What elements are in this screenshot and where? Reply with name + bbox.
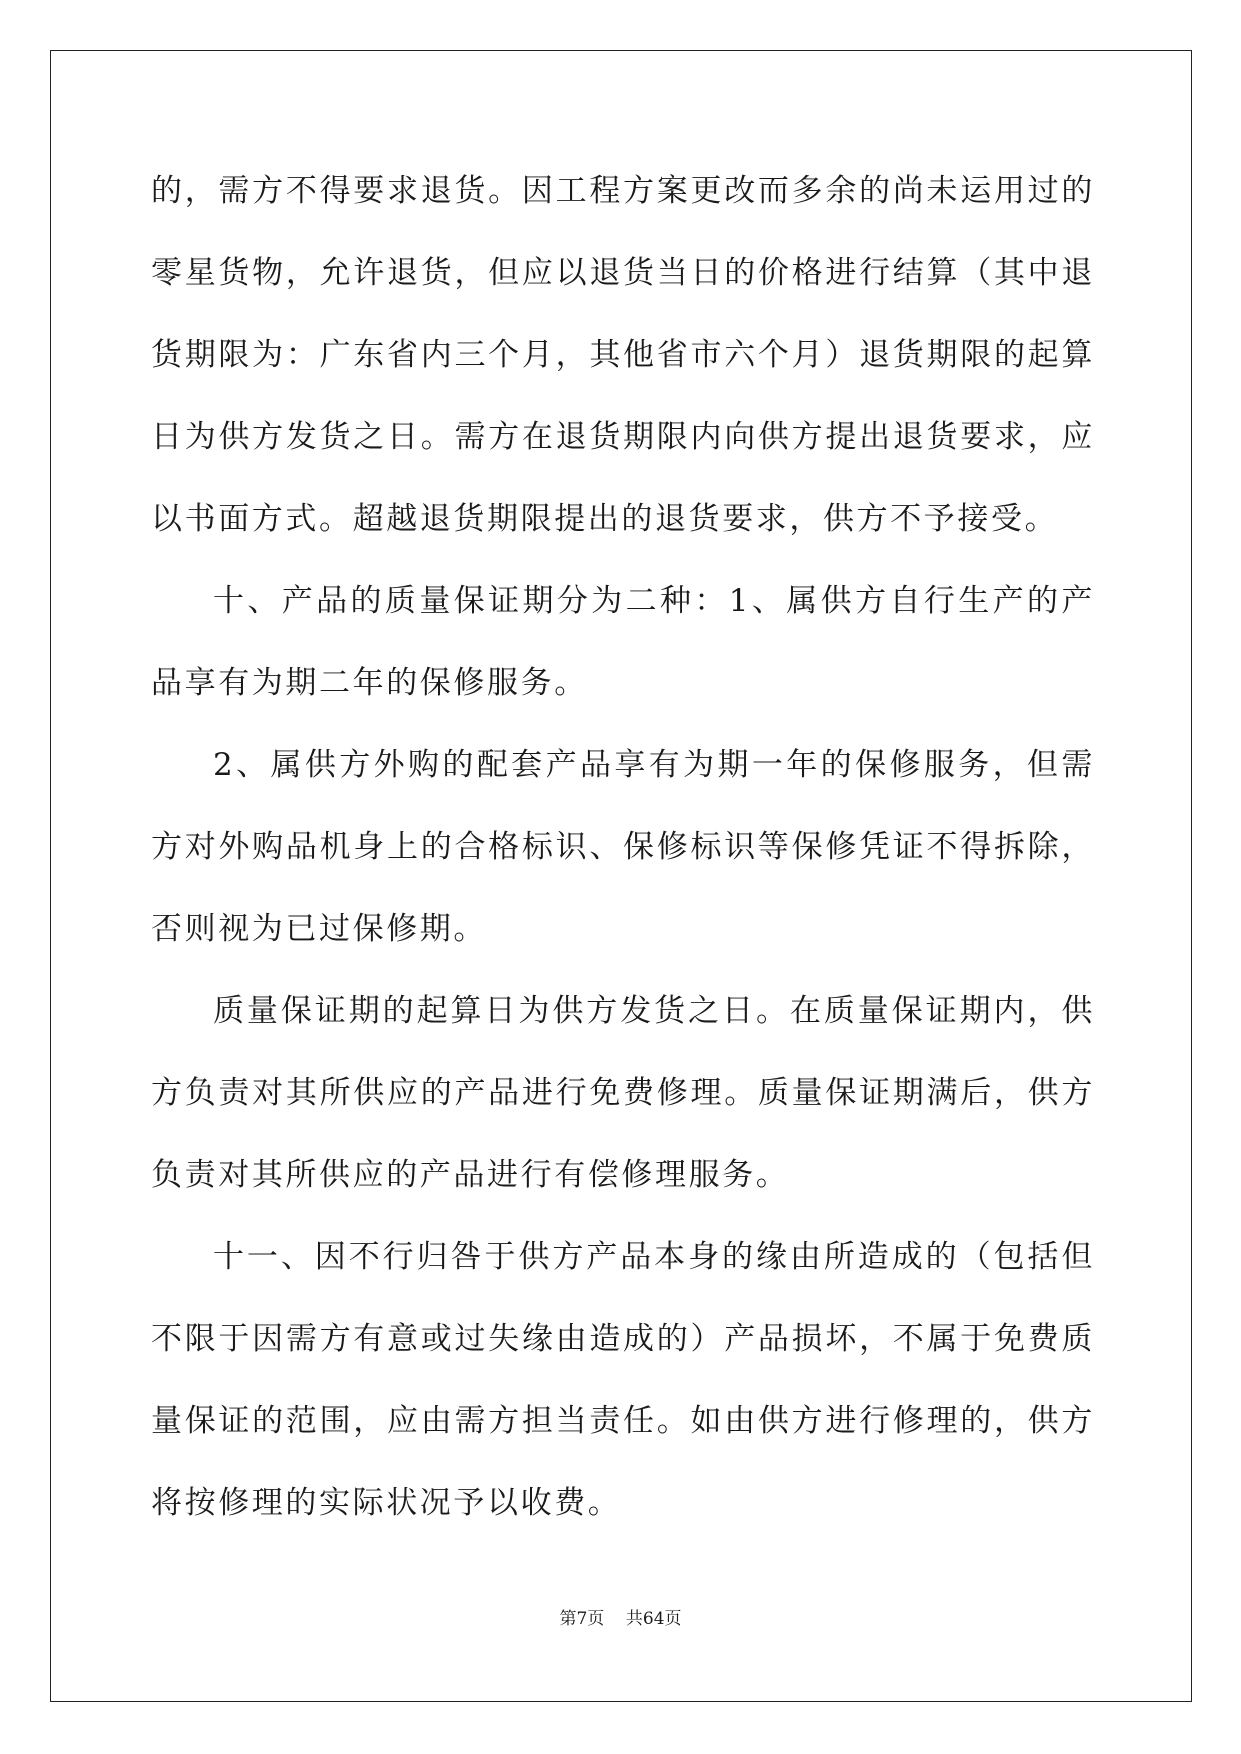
paragraph-warranty-term: 十、产品的质量保证期分为二种：1、属供方自行生产的产品享有为期二年的保修服务。: [151, 583, 1095, 701]
paragraph-warranty-start: 质量保证期的起算日为供方发货之日。在质量保证期内，供方负责对其所供应的产品进行免费修理。质量保证期满后，供方负责对其所供应的产品进行有偿修理服务。: [151, 993, 1095, 1193]
document-body: [151, 150, 1095, 1544]
total-pages: 共64页: [625, 1609, 682, 1629]
paragraph-return-policy: 的，需方不得要求退货。因工程方案更改而多余的尚未运用过的零星货物，允许退货，但应以退货当日的价格进行结算（其中退货期限为：广东省内三个月，其他省市六个月）退货期限的起算日为供方发货之日。需方在退货期限内向供方提出退货要求，应以书面方式。超越退货期限提出的退货要求，供方不予接受。: [151, 173, 1095, 537]
paragraph-purchased-products: 2、属供方外购的配套产品享有为期一年的保修服务，但需方对外购品机身上的合格标识、保修标识等保修凭证不得拆除，否则视为已过保修期。: [151, 747, 1095, 947]
page-footer: [0, 1604, 1241, 1629]
page-number: 第7页: [559, 1609, 605, 1629]
paragraph-liability: 十一、因不行归咎于供方产品本身的缘由所造成的（包括但不限于因需方有意或过失缘由造成的）产品损坏，不属于免费质量保证的范围，应由需方担当责任。如由供方进行修理的，供方将按修理的实际状况予以收费。: [151, 1239, 1095, 1521]
